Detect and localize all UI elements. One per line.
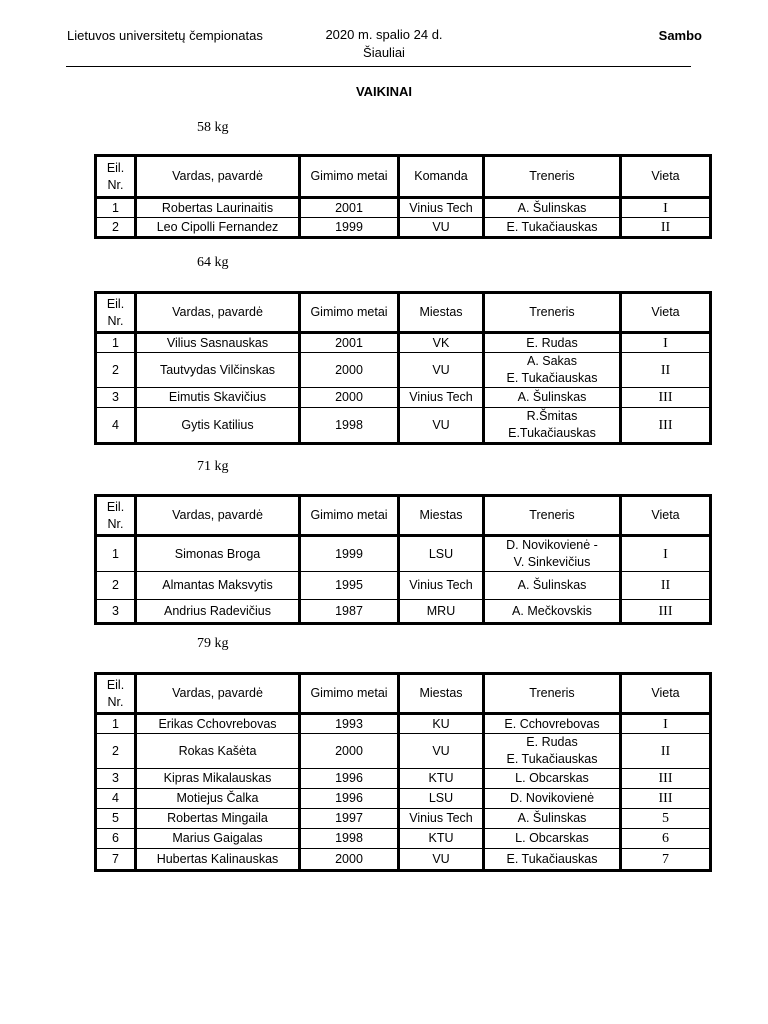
col-team: LSU — [399, 789, 484, 809]
column-header-birth-year: Gimimo metai — [300, 156, 399, 198]
col-name: Marius Gaigalas — [136, 829, 300, 849]
col-team: VU — [399, 408, 484, 444]
coach-line: E. Tukačiauskas — [506, 752, 598, 766]
table-row — [96, 408, 711, 444]
col-number: 2 — [96, 218, 136, 238]
col-team: Vinius Tech — [399, 572, 484, 600]
table-row — [96, 734, 711, 769]
col-coach: A. Šulinskas — [484, 809, 621, 829]
col-birth-year: 1999 — [300, 218, 399, 238]
col-team: VU — [399, 849, 484, 871]
col-coach: A. Šulinskas — [484, 572, 621, 600]
col-name: Simonas Broga — [136, 536, 300, 572]
col-coach: D. Novikovienė — [484, 789, 621, 809]
col-number: 1 — [96, 333, 136, 353]
col-team: VU — [399, 734, 484, 769]
col-coach: L. Obcarskas — [484, 769, 621, 789]
col-birth-year: 1995 — [300, 572, 399, 600]
col-name: Leo Cipolli Fernandez — [136, 218, 300, 238]
col-team: Vinius Tech — [399, 198, 484, 218]
col-team: Vinius Tech — [399, 388, 484, 408]
weight-category-label: 64 kg — [197, 255, 229, 270]
table-row — [96, 849, 711, 871]
table-row — [96, 536, 711, 572]
col-place: I — [621, 333, 711, 353]
col-name: Tautvydas Vilčinskas — [136, 353, 300, 388]
col-name: Motiejus Čalka — [136, 789, 300, 809]
col-number: 2 — [96, 734, 136, 769]
col-place: II — [621, 572, 711, 600]
col-place: I — [621, 198, 711, 218]
weight-category-label: 58 kg — [197, 120, 229, 135]
col-coach — [484, 408, 621, 444]
col-place: III — [621, 789, 711, 809]
col-place: II — [621, 734, 711, 769]
col-birth-year: 1997 — [300, 809, 399, 829]
col-birth-year: 2000 — [300, 849, 399, 871]
header-sport: Sambo — [658, 28, 702, 43]
table-header-row — [96, 674, 711, 714]
column-header-place: Vieta — [621, 496, 711, 536]
table-row — [96, 829, 711, 849]
weight-category-label: 79 kg — [197, 636, 229, 651]
column-header-place: Vieta — [621, 674, 711, 714]
col-place: II — [621, 353, 711, 388]
column-header-team: Komanda — [399, 156, 484, 198]
column-header-name: Vardas, pavardė — [136, 674, 300, 714]
col-number: 7 — [96, 849, 136, 871]
col-number: 3 — [96, 769, 136, 789]
header-date: 2020 m. spalio 24 d. — [325, 27, 443, 42]
table-row — [96, 789, 711, 809]
table-row — [96, 572, 711, 600]
table-row — [96, 353, 711, 388]
column-header-birth-year: Gimimo metai — [300, 674, 399, 714]
table-row — [96, 600, 711, 624]
col-place: I — [621, 536, 711, 572]
header-date-location — [284, 26, 484, 62]
column-header-number: Eil. Nr. — [96, 674, 136, 714]
col-number: 1 — [96, 198, 136, 218]
col-team: KU — [399, 714, 484, 734]
header-divider — [66, 66, 691, 67]
column-header-number: Eil. Nr. — [96, 496, 136, 536]
col-number: 4 — [96, 789, 136, 809]
col-coach: E. Cchovrebovas — [484, 714, 621, 734]
col-birth-year: 2000 — [300, 388, 399, 408]
col-team: KTU — [399, 769, 484, 789]
column-header-birth-year: Gimimo metai — [300, 293, 399, 333]
col-birth-year: 1998 — [300, 408, 399, 444]
column-header-name: Vardas, pavardė — [136, 293, 300, 333]
col-team: KTU — [399, 829, 484, 849]
column-header-coach: Treneris — [484, 496, 621, 536]
table-row — [96, 333, 711, 353]
col-number: 1 — [96, 536, 136, 572]
col-place: III — [621, 408, 711, 444]
column-header-name: Vardas, pavardė — [136, 156, 300, 198]
col-birth-year: 1987 — [300, 600, 399, 624]
weight-category-label: 71 kg — [197, 459, 229, 474]
col-team: MRU — [399, 600, 484, 624]
coach-line: D. Novikovienė - — [506, 538, 598, 552]
results-table — [94, 154, 712, 239]
col-number: 1 — [96, 714, 136, 734]
column-header-team: Miestas — [399, 293, 484, 333]
col-place: 5 — [621, 809, 711, 829]
column-header-coach: Treneris — [484, 293, 621, 333]
results-table — [94, 291, 712, 445]
col-name: Hubertas Kalinauskas — [136, 849, 300, 871]
coach-line: E. Tukačiauskas — [506, 371, 598, 385]
col-team: VU — [399, 218, 484, 238]
col-team: VK — [399, 333, 484, 353]
col-number: 4 — [96, 408, 136, 444]
col-coach: L. Obcarskas — [484, 829, 621, 849]
col-coach: A. Mečkovskis — [484, 600, 621, 624]
table-row — [96, 809, 711, 829]
col-birth-year: 2001 — [300, 198, 399, 218]
col-number: 3 — [96, 388, 136, 408]
col-name: Eimutis Skavičius — [136, 388, 300, 408]
column-header-team: Miestas — [399, 496, 484, 536]
col-name: Erikas Cchovrebovas — [136, 714, 300, 734]
coach-line: R.Šmitas — [526, 409, 578, 423]
col-place: III — [621, 388, 711, 408]
col-place: III — [621, 600, 711, 624]
column-header-team: Miestas — [399, 674, 484, 714]
col-team: VU — [399, 353, 484, 388]
col-coach: A. Šulinskas — [484, 198, 621, 218]
col-name: Robertas Mingaila — [136, 809, 300, 829]
col-birth-year: 1998 — [300, 829, 399, 849]
col-name: Kipras Mikalauskas — [136, 769, 300, 789]
col-coach: E. Tukačiauskas — [484, 849, 621, 871]
col-place: II — [621, 218, 711, 238]
column-header-coach: Treneris — [484, 674, 621, 714]
table-row — [96, 388, 711, 408]
col-number: 6 — [96, 829, 136, 849]
col-coach: E. Rudas — [484, 333, 621, 353]
col-number: 2 — [96, 572, 136, 600]
col-coach — [484, 734, 621, 769]
col-name: Gytis Katilius — [136, 408, 300, 444]
col-name: Vilius Sasnauskas — [136, 333, 300, 353]
col-number: 3 — [96, 600, 136, 624]
col-birth-year: 1993 — [300, 714, 399, 734]
col-name: Andrius Radevičius — [136, 600, 300, 624]
column-header-number: Eil. Nr. — [96, 156, 136, 198]
table-header-row — [96, 293, 711, 333]
col-birth-year: 2000 — [300, 734, 399, 769]
col-place: III — [621, 769, 711, 789]
column-header-name: Vardas, pavardė — [136, 496, 300, 536]
header-location: Šiauliai — [363, 45, 405, 60]
column-header-place: Vieta — [621, 156, 711, 198]
col-birth-year: 2001 — [300, 333, 399, 353]
results-table — [94, 494, 712, 625]
coach-line: A. Sakas — [526, 354, 578, 368]
col-coach: A. Šulinskas — [484, 388, 621, 408]
column-header-coach: Treneris — [484, 156, 621, 198]
table-row — [96, 198, 711, 218]
col-coach — [484, 353, 621, 388]
col-number: 2 — [96, 353, 136, 388]
table-header-row — [96, 496, 711, 536]
col-team: Vinius Tech — [399, 809, 484, 829]
coach-line: E. Rudas — [526, 735, 578, 749]
results-table — [94, 672, 712, 872]
section-title: VAIKINAI — [355, 84, 413, 99]
col-coach: E. Tukačiauskas — [484, 218, 621, 238]
column-header-number: Eil. Nr. — [96, 293, 136, 333]
column-header-place: Vieta — [621, 293, 711, 333]
col-birth-year: 2000 — [300, 353, 399, 388]
col-birth-year: 1999 — [300, 536, 399, 572]
col-number: 5 — [96, 809, 136, 829]
coach-line: E.Tukačiauskas — [508, 426, 596, 440]
table-row — [96, 769, 711, 789]
table-header-row — [96, 156, 711, 198]
col-coach — [484, 536, 621, 572]
table-row — [96, 218, 711, 238]
col-birth-year: 1996 — [300, 769, 399, 789]
col-name: Almantas Maksvytis — [136, 572, 300, 600]
col-name: Rokas Kašėta — [136, 734, 300, 769]
col-name: Robertas Laurinaitis — [136, 198, 300, 218]
col-place: I — [621, 714, 711, 734]
table-row — [96, 714, 711, 734]
col-place: 7 — [621, 849, 711, 871]
col-team: LSU — [399, 536, 484, 572]
column-header-birth-year: Gimimo metai — [300, 496, 399, 536]
coach-line: V. Sinkevičius — [513, 555, 591, 569]
col-birth-year: 1996 — [300, 789, 399, 809]
header-competition-name: Lietuvos universitetų čempionatas — [67, 28, 263, 43]
col-place: 6 — [621, 829, 711, 849]
